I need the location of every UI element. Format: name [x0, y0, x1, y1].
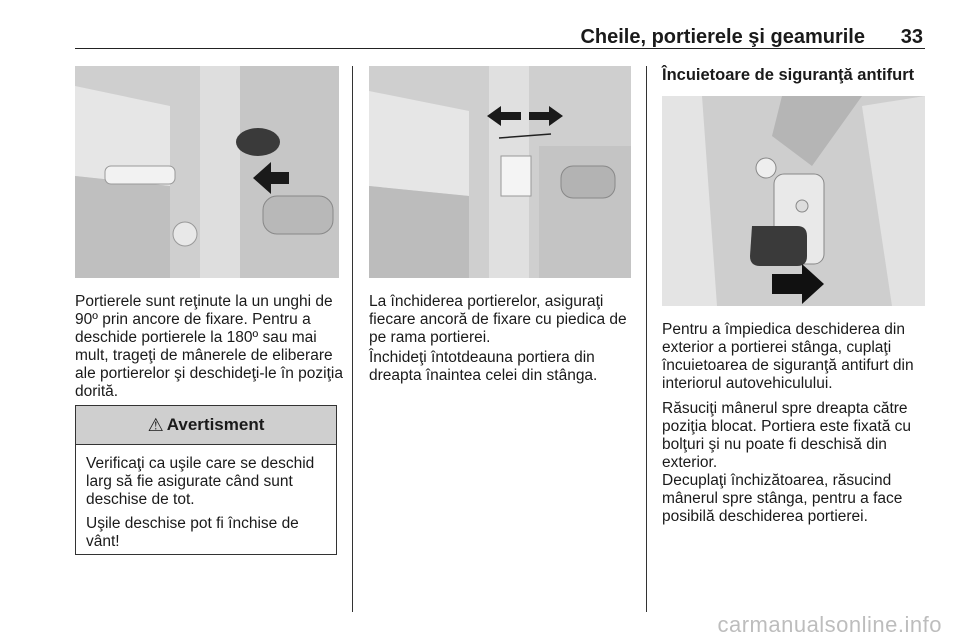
closing-paragraph-2: Închideţi întotdeauna portiera din dreapta înaintea celei din stânga. [369, 349, 598, 384]
watermark: carmanualsonline.info [717, 612, 942, 637]
warning-box [75, 405, 337, 555]
warning-header [76, 406, 336, 445]
lock-paragraph-2: Răsuciţi mânerul spre dreapta către poziţia blocat. Portiera este fixată cu bolţuri şi nu poate fi deschisă din exterior. [662, 400, 911, 471]
figure-door-anchor-release [75, 66, 339, 278]
closing-paragraph-1: La închiderea portierelor, asiguraţi fiecare ancoră de fixare cu piedica de pe rama portierei. [369, 293, 627, 346]
page-number: 33 [900, 26, 923, 48]
figure-antitheft-lock [662, 96, 925, 306]
page-header [75, 26, 925, 49]
warning-paragraph-2: Uşile deschise pot fi închise de vânt! [86, 515, 299, 550]
figure-door-close-anchors [369, 66, 631, 278]
intro-paragraph: Portierele sunt reţinute la un unghi de 90º prin ancore de fixare. Pentru a deschide portierele la 180º sau mai mult, trageţi de mânerele de eliberare ale portierelor şi deschideţi-le în poziţia dorită. [75, 293, 343, 400]
column-divider [646, 66, 647, 612]
lock-paragraph-3: Decuplaţi închizătoarea, răsucind mânerul spre stânga, pentru a face posibilă deschiderea portierei. [662, 472, 903, 525]
lock-paragraph-1: Pentru a împiedica deschiderea din exterior a portierei stânga, cuplaţi încuietoarea de siguranţă antifurt din interiorul autovehiculului. [662, 321, 914, 392]
page-title: Cheile, portierele şi geamurile [580, 26, 865, 48]
column-divider [352, 66, 353, 612]
section-title: Încuietoare de siguranţă antifurt [662, 66, 915, 84]
warning-body [76, 445, 336, 551]
warning-icon: ⚠ [147, 414, 164, 435]
warning-title: Avertisment [166, 415, 265, 434]
warning-paragraph-1: Verificaţi ca uşile care se deschid larg să fie asigurate când sunt deschise de tot. [86, 455, 315, 508]
